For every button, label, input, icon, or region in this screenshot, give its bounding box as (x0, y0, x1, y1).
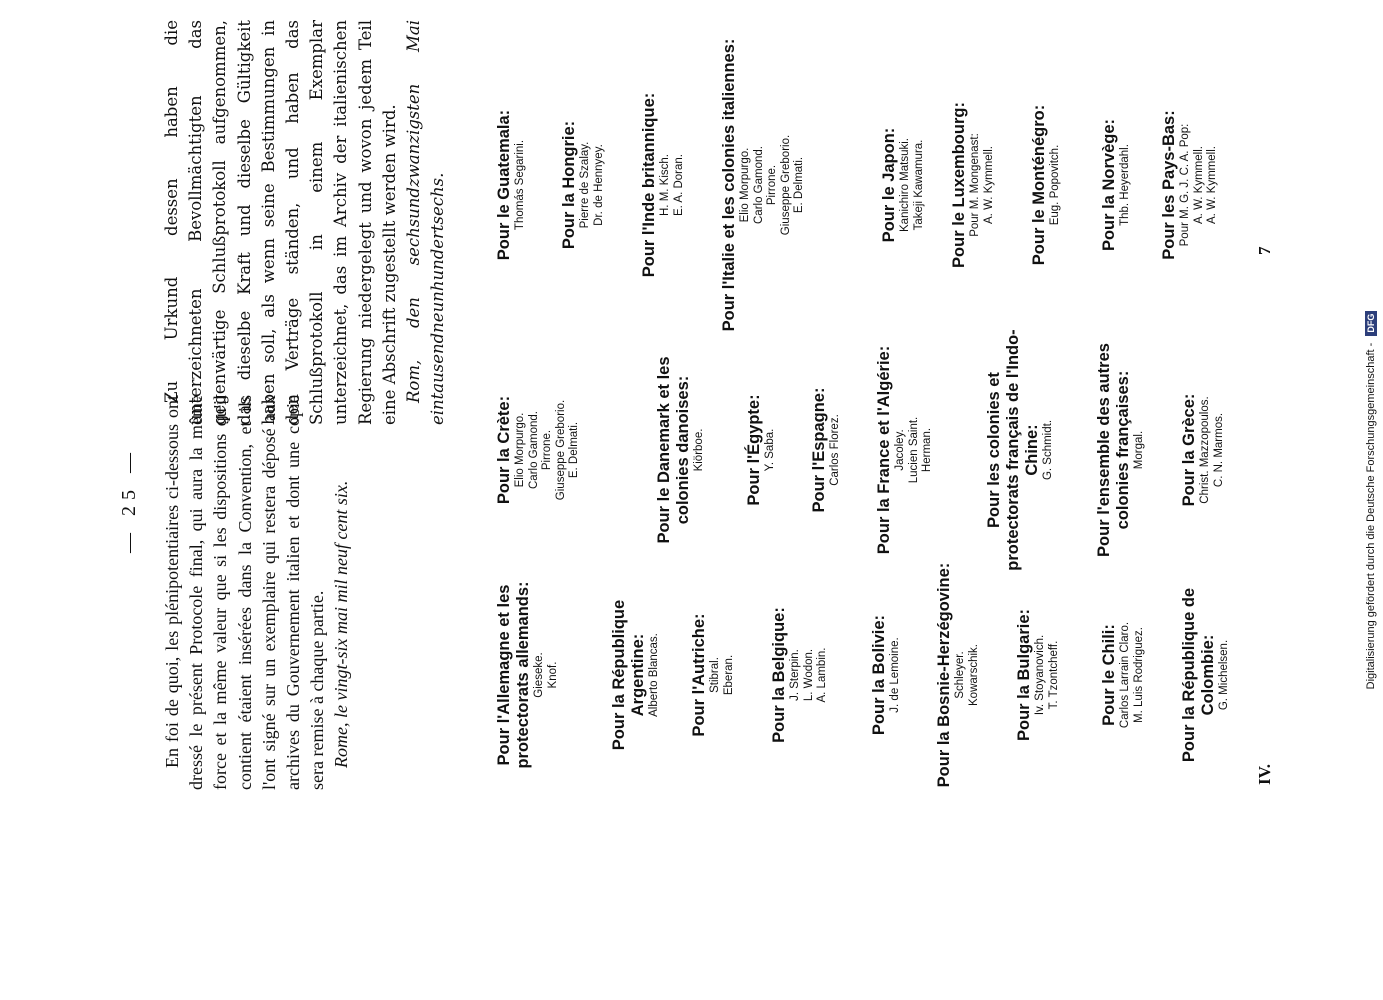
signatory-name: Thomás Segarini. (514, 139, 526, 231)
sheet-marker: IV. (1255, 764, 1274, 785)
signature-country-heading: Pour la Bosnie-Herzégovine: (935, 562, 953, 788)
signatory-name: Giuseppe Greborio. (554, 399, 567, 501)
signature-country-heading: Pour les Pays-Bas: (1160, 110, 1178, 260)
signature-group (745, 325, 778, 575)
signatory-name: E. Delmati. (793, 156, 805, 214)
signatory-name: Gieseke. (533, 652, 545, 698)
signatory-name: Takeji Kawamura. (912, 139, 925, 231)
signature-group (560, 20, 606, 350)
signature-country-heading: Pour la Crète: (495, 395, 513, 505)
signature-group (1095, 325, 1147, 575)
signatory-name: Iv. Stoyanovich. (1034, 634, 1046, 716)
signature-group (640, 20, 686, 350)
footer-text: Digitalisierung gefördert durch die Deutsche Forschungsgemeinschaft - (1365, 342, 1377, 690)
german-paragraph: Zu Urkund dessen haben die unterzeichneten Bevollmächtigten das gegenwärtige Schlußprotokoll aufgenommen, das dieselbe Kraft und dieselbe Gültigkeit haben soll, als wenn seine Bestimmungen in den Verträge ständen, und haben das Schlußprotokoll in einem Exemplar unterzeichnet, das im Archiv der italienischen Regierung niedergelegt und wovon jedem Teil eine Abschrift zugestellt werden wird. (162, 20, 399, 425)
signature-country-heading: Pour le Japon: (880, 127, 898, 243)
signatory-name: G. Schmidt. (1042, 419, 1054, 481)
signature-group (495, 560, 560, 790)
signature-country-heading: Pour l'Autriche: (690, 613, 708, 737)
page-number: — 25 — (118, 447, 140, 553)
signatory-name: Elio Morpurgo. (739, 147, 751, 223)
signature-country-heading: Pour la République Argentine: (610, 599, 647, 751)
signature-group (1100, 20, 1133, 350)
signatory-name: Eberan. (722, 654, 735, 696)
signatory-name: L. Wodon. (802, 648, 815, 702)
signatory-name: Schleyer. (954, 651, 966, 699)
signature-group (985, 325, 1056, 575)
signatory-name: Thb. Heyerdahl. (1119, 144, 1131, 226)
signature-country-heading: Pour la Norvège: (1100, 118, 1118, 252)
french-text-column (160, 395, 354, 790)
signature-country-heading: Pour l'Allemagne et les protectorats allemands: (495, 581, 532, 769)
signatory-name: Pirrone. (541, 429, 553, 471)
signatory-name: Lucien Saint. (907, 416, 920, 484)
signature-group (690, 560, 736, 790)
signatory-name: Pour M. Mongenast: (969, 133, 981, 237)
digitization-footer (1365, 0, 1377, 1000)
german-text-column (160, 20, 450, 425)
signatory-name: Pirrone. (766, 164, 778, 206)
signatory-name: Elio Morpurgo. (514, 412, 526, 488)
signatory-name: H. M. Kisch. (659, 154, 671, 216)
signatory-name: Carlo Gamond. (752, 146, 765, 224)
signature-group (1015, 560, 1061, 790)
signature-country-heading: Pour la Grèce: (1180, 393, 1198, 507)
signature-group (1100, 560, 1146, 790)
french-date-line: Rome, le vingt-six mai mil neuf cent six. (331, 480, 352, 768)
signature-country-heading: Pour la Bolivie: (870, 614, 888, 736)
signatory-name: Carlos Larrain Claro. (1119, 621, 1131, 729)
signature-country-heading: Pour les colonies et protectorats français de l'Indo-Chine: (985, 329, 1041, 571)
signature-country-heading: Pour la Belgique: (770, 607, 788, 743)
signatory-name: M. Luis Rodriguez. (1132, 627, 1145, 723)
signatory-name: Jacoley. (894, 429, 906, 471)
signature-country-heading: Pour le Guatemala: (495, 109, 513, 261)
signature-country-heading: Pour la France et l'Algérie: (875, 345, 893, 555)
signatory-name: Carlos Florez. (829, 414, 841, 486)
signatory-name: Giuseppe Greborio. (779, 134, 792, 236)
signature-country-heading: Pour le Danemark et les colonies danoises: (655, 356, 692, 544)
french-paragraph: En foi de quoi, les plénipotentiaires ci-dessous ont dressé le présent Protocole final, qui aura la même force et la même valeur que si les dispositions qu'il contient étaient insérées dans la Convention, et ils l'ont signé sur un exemplaire qui restera déposé aux archives du Gouvernement italien et dont une copie sera remise à chaque partie. (162, 395, 328, 790)
signatory-name: Y. Saba. (764, 428, 776, 472)
signatory-name: E. A. Doran. (672, 154, 685, 217)
signatory-name: Kanichiro Matsuki. (899, 138, 911, 232)
signature-group (810, 325, 843, 575)
signature-group (720, 20, 807, 350)
signatory-name: C. N. Marmos. (1212, 412, 1225, 488)
signatory-name: A. W. Kymmell. (1206, 146, 1218, 224)
signature-group (1160, 20, 1220, 350)
signature-group (770, 560, 830, 790)
signatory-name: E. Delmati. (568, 421, 580, 479)
signature-group (495, 20, 528, 350)
signature-group (935, 560, 981, 790)
signature-country-heading: Pour l'Égypte: (745, 394, 763, 506)
sheet-number: 7 (1255, 246, 1274, 255)
signatory-name: J. Sterpin. (789, 649, 801, 701)
signature-country-heading: Pour l'Inde britannique: (640, 92, 658, 278)
signatory-name: Pour M. G. J. C. A. Pop: (1179, 123, 1191, 247)
signature-country-heading: Pour le Monténégro: (1030, 104, 1048, 266)
signatory-name: Stibral. (709, 657, 721, 693)
signature-country-heading: Pour le Luxembourg: (950, 102, 968, 268)
signature-country-heading: Pour le Chili: (1100, 624, 1118, 726)
signatory-name: Eug. Popovitch. (1049, 144, 1061, 226)
signatory-name: Knof. (546, 661, 559, 689)
signatory-name: Herman. (921, 427, 933, 473)
signatory-name: Carlo Gamond. (527, 411, 540, 489)
signatory-name: J. de Lemoine. (889, 637, 901, 713)
signature-country-heading: Pour la Bulgarie: (1015, 608, 1033, 742)
signatory-name: Kowarschik. (967, 644, 980, 706)
signature-group (1180, 325, 1226, 575)
signature-country-heading: Pour la Hongrie: (560, 120, 578, 250)
signature-group (655, 325, 707, 575)
signature-country-heading: Pour la République de Colombie: (1180, 587, 1217, 763)
german-date-line: Rom, den sechsundzwanzigsten Mai eintausendneunhundertsechs. (404, 20, 448, 425)
signature-group (610, 560, 662, 790)
signatory-name: G. Michelsen. (1218, 639, 1230, 711)
signatory-name: A. W. Kymmell. (1192, 146, 1205, 224)
signatory-name: A. Lambin. (816, 647, 828, 703)
signature-group (870, 560, 903, 790)
signature-group (880, 20, 926, 350)
signature-group (1030, 20, 1063, 350)
signature-group (875, 325, 935, 575)
signatory-name: Dr. de Hennyey. (592, 144, 605, 226)
signature-group (950, 20, 996, 350)
signature-group (1180, 560, 1232, 790)
signatory-name: Morgal. (1133, 430, 1145, 470)
signatory-name: Christ. Mazzopoulos. (1199, 396, 1211, 504)
signatory-name: Kiörboe. (693, 428, 705, 472)
signatory-name: T. Tzontcheff. (1047, 640, 1060, 710)
signatory-name: Alberto Blancas. (648, 633, 660, 717)
signature-group (495, 325, 582, 575)
dfg-logo: DFG (1365, 311, 1377, 336)
signature-country-heading: Pour l'Italie et les colonies italiennes: (720, 38, 738, 332)
signatory-name: A. W. Kymmell. (982, 146, 995, 224)
signature-country-heading: Pour l'ensemble des autres colonies françaises: (1095, 343, 1132, 557)
signature-country-heading: Pour l'Espagne: (810, 387, 828, 513)
signatory-name: Pierre de Szalay. (579, 141, 591, 229)
